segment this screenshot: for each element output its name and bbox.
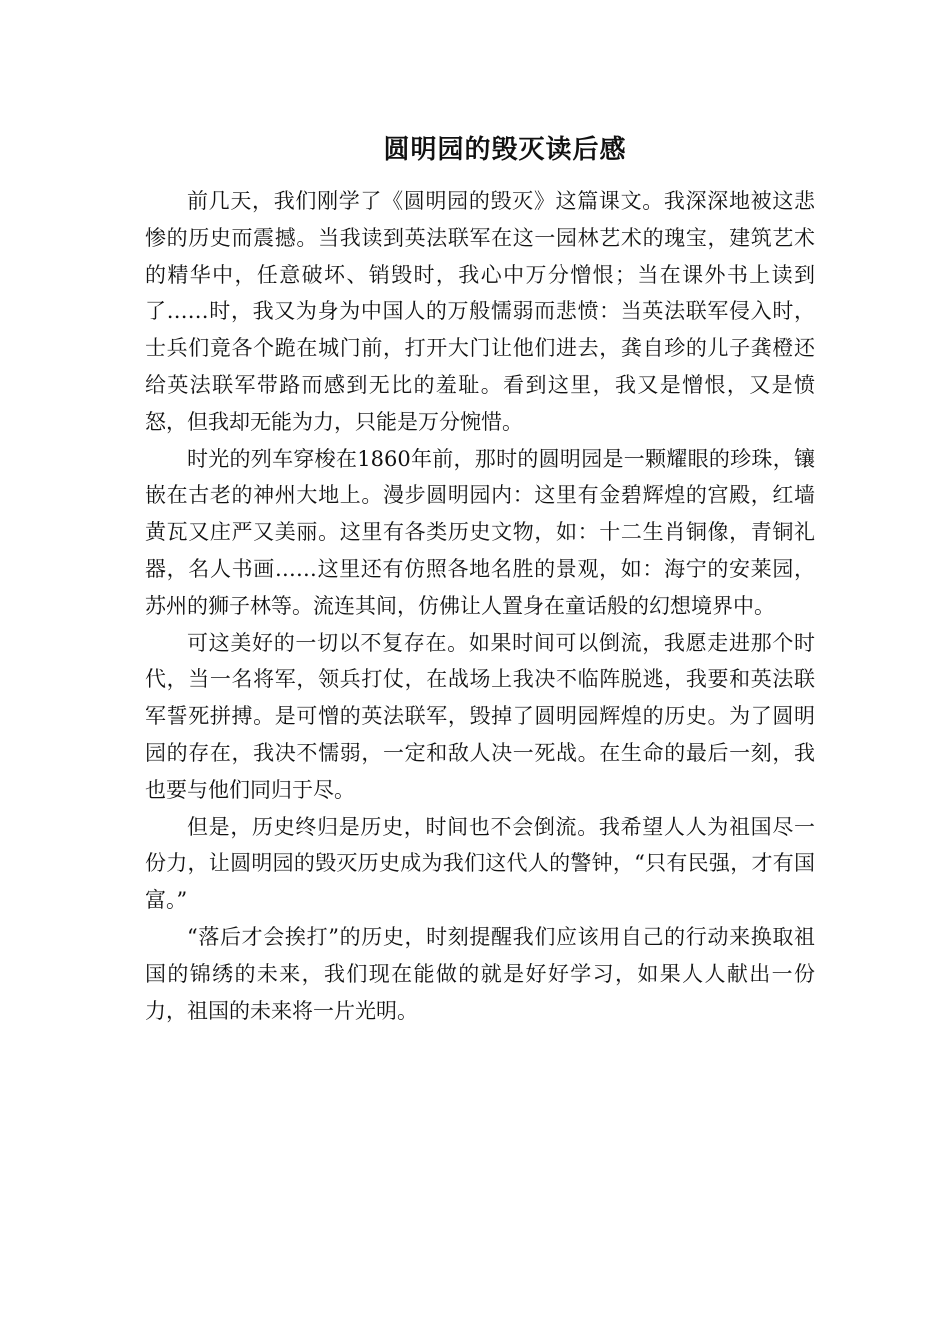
paragraph-4: 但是，历史终归是历史，时间也不会倒流。我希望人人为祖国尽一份力，让圆明园的毁灭历史成为我们这代人的警钟，“只有民强，才有国富。”: [145, 814, 815, 913]
document-body: [145, 183, 815, 1029]
paragraph-5: “落后才会挨打”的历史，时刻提醒我们应该用自己的行动来换取祖国的锦绣的未来，我们现在能做的就是好好学习，如果人人献出一份力，祖国的未来将一片光明。: [145, 924, 815, 1023]
document-title: 圆明园的毁灭读后感: [383, 135, 627, 165]
paragraph-2: 时光的列车穿梭在1860年前，那时的圆明园是一颗耀眼的珍珠，镶嵌在古老的神州大地上。漫步圆明园内：这里有金碧辉煌的宫殿，红墙黄瓦又庄严又美丽。这里有各类历史文物，如：十二生肖铜像，青铜礼器，名人书画……这里还有仿照各地名胜的景观，如：海宁的安莱园，苏州的狮子林等。流连其间，仿佛让人置身在童话般的幻想境界中。: [145, 446, 815, 618]
paragraph-3: 可这美好的一切以不复存在。如果时间可以倒流，我愿走进那个时代，当一名将军，领兵打仗，在战场上我决不临阵脱逃，我要和英法联军誓死拼搏。是可憎的英法联军，毁掉了圆明园辉煌的历史。为了圆明园的存在，我决不懦弱，一定和敌人决一死战。在生命的最后一刻，我也要与他们同归于尽。: [145, 630, 815, 802]
paragraph-1: 前几天，我们刚学了《圆明园的毁灭》这篇课文。我深深地被这悲惨的历史而震撼。当我读到英法联军在这一园林艺术的瑰宝，建筑艺术的精华中，任意破坏、销毁时，我心中万分憎恨；当在课外书上读到了……时，我又为身为中国人的万般懦弱而悲愤：当英法联军侵入时，士兵们竟各个跪在城门前，打开大门让他们进去，龚自珍的儿子龚橙还给英法联军带路而感到无比的羞耻。看到这里，我又是憎恨，又是愤怒，但我却无能为力，只能是万分惋惜。: [145, 189, 815, 434]
